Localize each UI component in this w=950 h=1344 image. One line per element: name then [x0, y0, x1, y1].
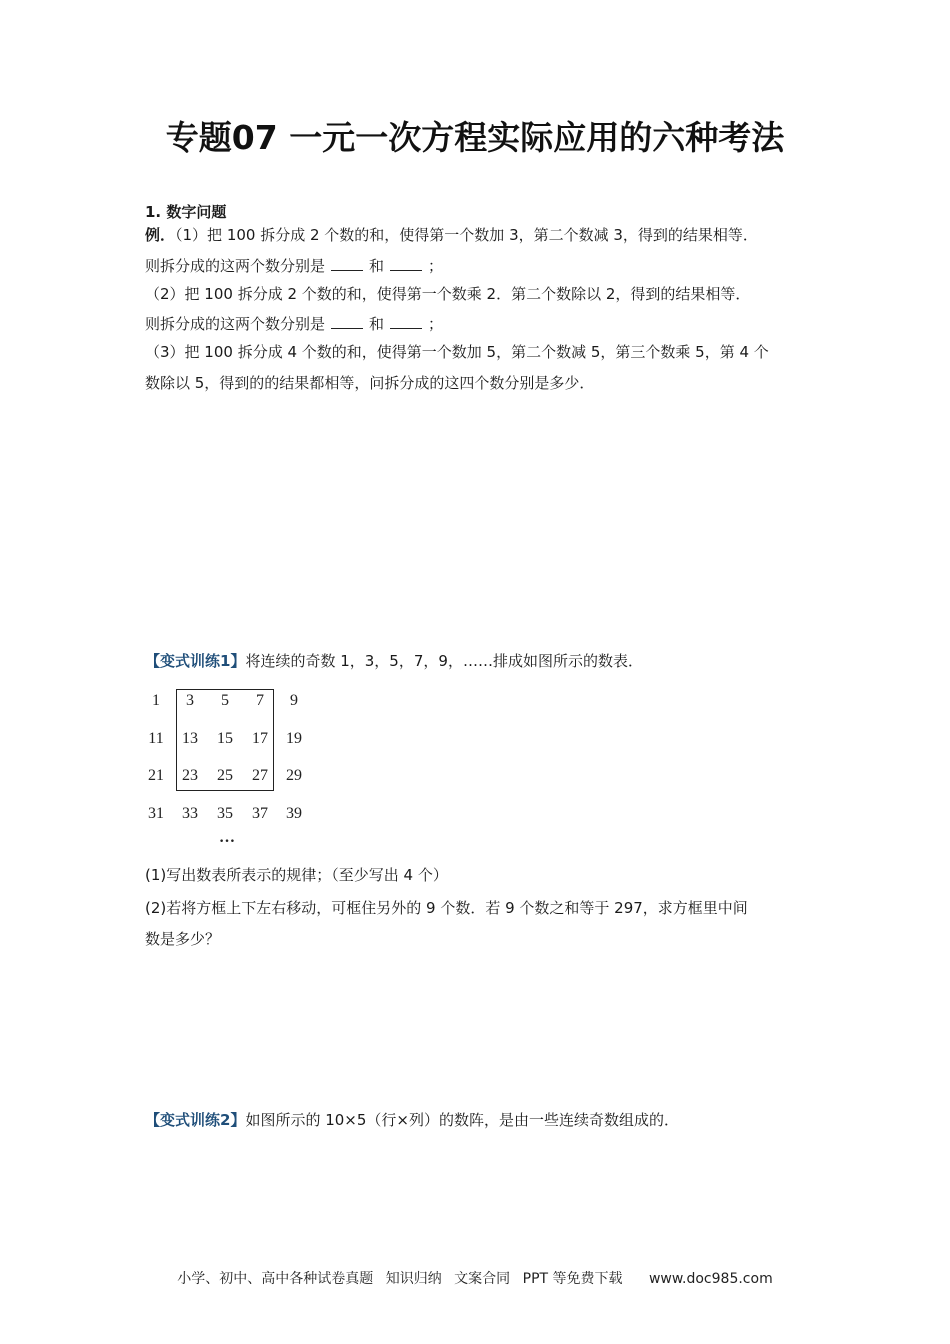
example-q2-line2 [145, 314, 443, 334]
variant1-intro [145, 651, 643, 671]
footer-item: 知识归纳 [385, 1271, 442, 1287]
table-cell: 21 [148, 767, 164, 784]
table-cell: 25 [217, 767, 233, 784]
table-cell: 37 [252, 805, 268, 822]
variant1-text: 将连续的奇数 1，3，5，7，9，……排成如图所示的数表． [245, 652, 643, 670]
answer-blank [331, 256, 363, 271]
section-heading: 1. 数字问题 [145, 203, 227, 221]
table-cell: 9 [290, 692, 298, 709]
table-cell: 1 [152, 692, 160, 709]
conjunction: 和 [369, 257, 385, 275]
table-cell: 23 [182, 767, 198, 784]
variant2-intro [145, 1110, 679, 1130]
footer-item: PPT 等免费下载 [522, 1271, 623, 1287]
table-cell: 39 [286, 805, 302, 822]
table-cell: 5 [221, 692, 229, 709]
example-q3-line2: 数除以 5，得到的的结果都相等，问拆分成的这四个数分别是多少． [145, 374, 595, 392]
table-cell: 33 [182, 805, 198, 822]
footer-website-link[interactable]: www.doc985.com [648, 1271, 773, 1287]
q2-answer-prompt: 则拆分成的这两个数分别是 [145, 315, 326, 333]
table-cell: 31 [148, 805, 164, 822]
variant2-text: 如图所示的 10×5（行×列）的数阵，是由一些连续奇数组成的． [245, 1111, 679, 1129]
variant1-label: 【变式训练1】 [145, 652, 246, 670]
footer-item: 小学、初中、高中各种试卷真题 [177, 1271, 374, 1287]
variant1-q2-line2: 数是多少？ [145, 930, 221, 948]
q1-answer-prompt: 则拆分成的这两个数分别是 [145, 257, 326, 275]
table-cell: 13 [182, 730, 198, 747]
table-cell: 17 [252, 730, 268, 747]
table-ellipsis: … [219, 829, 235, 846]
table-cell: 27 [252, 767, 268, 784]
punctuation: ； [428, 315, 444, 333]
page-footer [0, 1268, 950, 1288]
variant1-q1: (1)写出数表所表示的规律；（至少写出 4 个） [145, 866, 448, 884]
table-cell: 19 [286, 730, 302, 747]
punctuation: ； [428, 257, 444, 275]
table-cell: 35 [217, 805, 233, 822]
table-cell: 15 [217, 730, 233, 747]
variant2-label: 【变式训练2】 [145, 1111, 246, 1129]
page-title: 专题07 一元一次方程实际应用的六种考法 [165, 118, 785, 157]
example-q1-line1 [145, 225, 758, 245]
example-q2-line1: （2）把 100 拆分成 2 个数的和，使得第一个数乘 2．第二个数除以 2，得到的结果相等． [145, 285, 751, 303]
example-label: 例． [145, 226, 176, 244]
example-q3-line1: （3）把 100 拆分成 4 个数的和，使得第一个数加 5，第二个数减 5，第三个数乘 5，第 4 个 [145, 343, 769, 361]
table-cell: 3 [186, 692, 194, 709]
q1-text: （1）把 100 拆分成 2 个数的和，使得第一个数加 3，第二个数减 3，得到的结果相等． [175, 226, 758, 244]
footer-item: 文案合同 [454, 1271, 511, 1287]
answer-blank [331, 314, 363, 329]
table-cell: 11 [148, 730, 164, 747]
conjunction: 和 [369, 315, 385, 333]
answer-blank [390, 314, 422, 329]
variant1-q2-line1: (2)若将方框上下左右移动，可框住另外的 9 个数．若 9 个数之和等于 297，求方框里中间 [145, 899, 748, 917]
answer-blank [390, 256, 422, 271]
example-q1-line2 [145, 256, 443, 276]
table-cell: 29 [286, 767, 302, 784]
table-cell: 7 [256, 692, 264, 709]
